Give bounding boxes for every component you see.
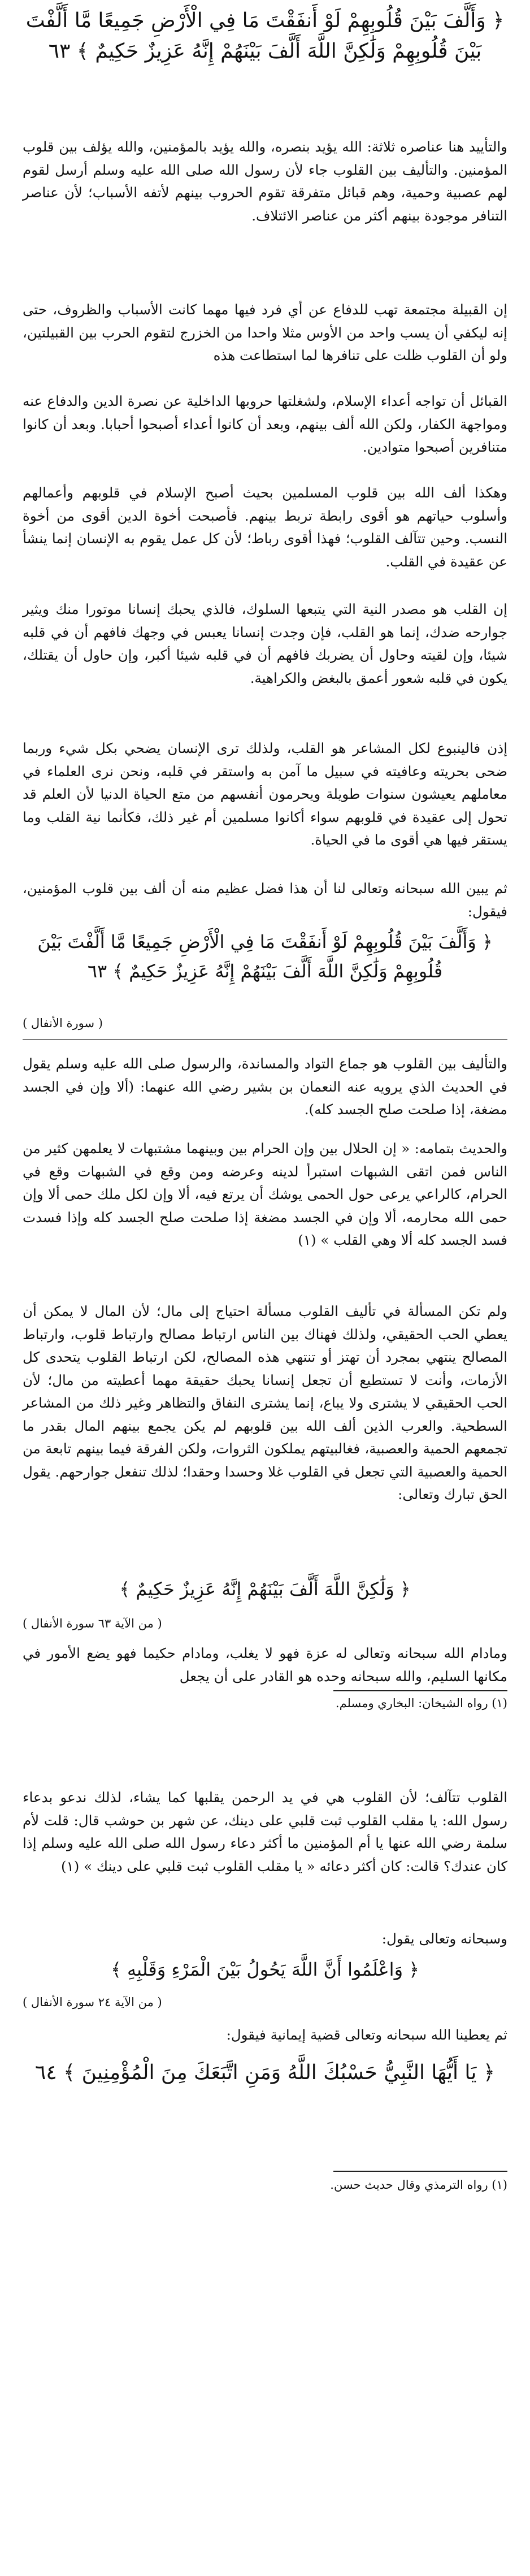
paragraph-hadith-intro: والتأليف بين القلوب هو جماع التواد والمساندة، والرسول صلى الله عليه وسلم يقول في الحديث الذي يرويه عنه النعمان بن بشير رضي الله عنهما: (ألا وإن في الجسد مضغة، إذا صلحت صلح الجسد كله). (23, 1055, 507, 1118)
paragraph-bounty: ثم يبين الله سبحانه وتعالى لنا أن هذا فضل عظيم منه أن ألف بين قلوب المؤمنين، فيقول: (23, 880, 507, 920)
footnote-1: (١) رواه الشيخان: البخاري ومسلم. (335, 1696, 507, 1710)
text-block-2 (23, 298, 507, 367)
paragraph-he-says: وسبحانه وتعالى يقول: (381, 1930, 507, 1947)
verse-block-4 (23, 1955, 507, 1984)
verse-citation-3: ( من الآية ٦٣ سورة الأنفال ) (23, 1617, 162, 1630)
paragraph-tribe: إن القبيلة مجتمعة تهب للدفاع عن أي فرد فيها مهما كانت الأسباب والظروف، حتى إنه ليكفي أن يسب واحد من الأوس مثلا واحدا من الخزرج لتقوم الحرب بين القبيلتين، ولو أن القلوب ظلت على تنافرها لما استطاعت هذه (23, 301, 507, 363)
paragraph-faith-issue: ثم يعطينا الله سبحانه وتعالى قضية إيمانية فيقول: (226, 2027, 507, 2043)
footnote-2: (١) رواه الترمذي وقال حديث حسن. (330, 2178, 507, 2192)
text-block-10 (23, 1300, 507, 1506)
text-block-14 (23, 2024, 507, 2047)
paragraph-glory-wisdom: ومادام الله سبحانه وتعالى له عزة فهو لا يغلب، ومادام حكيما فهو يضع الأمور في مكانها السليم، والله سبحانه وحده هو القادر على أن يجعل (23, 1645, 507, 1685)
quran-verse-anfal-24-part: ﴿ وَاعْلَمُوا أَنَّ اللَّهَ يَحُولُ بَيْنَ الْمَرْءِ وَقَلْبِهِ ﴾ (111, 1959, 419, 1980)
paragraph-tribes-war: القبائل أن تواجه أعداء الإسلام، ولشغلتها حروبها الداخلية عن نصرة الدين والدفاع عنه ومواجهة الكفار، ولكن الله ألف بينهم، وبعد أن كانوا أعداء أصبحوا أحبابا. وبعد أن كانوا متنافرين أصبحوا متوادين. (23, 393, 507, 455)
text-block-1 (23, 136, 507, 227)
text-block-12 (23, 1786, 507, 1878)
quran-verse-anfal-63-repeat: ﴿ وَأَلَّفَ بَيْنَ قُلُوبِهِمْ لَوْ أَنفَقْتَ مَا فِي الْأَرْضِ جَمِيعًا مَّا أَلَّفْتَ بَيْنَ قُلُوبِهِمْ وَلَٰكِنَّ اللَّهَ أَلَّفَ بَيْنَهُمْ إِنَّهُ عَزِيزٌ حَكِيمٌ ﴾ ٦٣ (37, 931, 493, 982)
paragraph-money-love: ولم تكن المسألة في تأليف القلوب مسألة احتياج إلى مال؛ لأن المال لا يمكن أن يعطي الحب الحقيقي، ولذلك فهناك بين الناس ارتباط مصالح وارتباط قلوب، وارتباط المصالح ينتهي بمجرد أن تهتز أو تنتهي هذه المصالح، لكن ارتباط القلوب يتحدى كل الأزمات، وأنت لا تستطيع أن تجعل إنسانا يحبك حقيقة مهما أعطيته من مال؛ لأن الحب الحقيقي لا يشترى ولا يباع، إنما يشترى النفاق والتظاهر وغير ذلك من المشاعر السطحية. والعرب الذين ألف الله بين قلوبهم لم يكن يجمع بينهم المال بقدر ما تجمعهم الحمية والعصبية، فغالبيتهم يملكون الثروات، ولكن الفرقة فيما بينهم تابعة من الحمية والعصبية التي تجعل في القلوب غلا وحسدا وحقدا؛ لذلك تنفعل جوارحهم. يقول الحق تبارك وتعالى: (23, 1303, 507, 1503)
text-block-7 (23, 877, 507, 923)
text-block-11 (23, 1642, 507, 1688)
paragraph-hearts-bond: وهكذا ألف الله بين قلوب المسلمين بحيث أصبح الإسلام في قلوبهم وأعمالهم وأسلوب حياتهم هو أقوى رابطة تربط بينهم. فأصبحت أخوة الدين أقوى من أخوة النسب. وحين تتآلف القلوب؛ فهذا أقوى رباط؛ لأن كل عمل يقوم به الإنسان إنما ينشأ عن عقيدة في القلب. (23, 484, 507, 570)
verse-block-3 (23, 1574, 507, 1604)
paragraph-feelings-spring: إذن فالينبوع لكل المشاعر هو القلب، ولذلك ترى الإنسان يضحي بكل شيء وربما ضحى بحريته وعافيته في سبيل ما آمن به واستقر في قلبه، ونحن نرى العلماء في معاملهم يعيشون سنوات طويلة ويحرمون أنفسهم من متع الحياة الدنيا لأن العلم قد تحول إلى عقيدة في قلوبهم سواء أكانوا مسلمين أم غير ذلك، فكأنما نية القلب وما يستقر فيها هي أقوى ما في الحياة. (23, 740, 507, 848)
paragraph-hearts-turner: القلوب تتآلف؛ لأن القلوب هي في يد الرحمن يقلبها كما يشاء، لذلك ندعو بدعاء رسول الله: يا مقلب القلوب ثبت قلبي على دينك، عن شهر بن حوشب قال: قلت لأم سلمة رضي الله عنها يا أم المؤمنين ما أكثر دعاء رسول الله صلى الله عليه وسلم إذا كان عندك؟ قالت: كان أكثر دعائه « يا مقلب القلوب ثبت قلبي على دينك » (١) (23, 1789, 507, 1874)
text-block-4 (23, 482, 507, 573)
verse-block-top (23, 6, 507, 67)
text-block-3 (23, 390, 507, 459)
text-block-5 (23, 598, 507, 690)
paragraph-hadith-full: والحديث بتمامه: « إن الحلال بين وإن الحرام بين وبينهما مشتبهات لا يعلمهن كثير من الناس فمن اتقى الشبهات استبرأ لدينه وعرضه ومن وقع في الشبهات وقع في الحرام، كالراعي يرعى حول الحمى يوشك أن يرتع فيه، ألا وإن لكل ملك حمى ألا وإن حمى الله محارمه، ألا وإن في الجسد مضغة إذا صلحت صلح الجسد كله وإذا فسدت فسد الجسد كله ألا وهي القلب » (١) (23, 1140, 507, 1248)
footnote-rule-1 (333, 1690, 507, 1691)
text-block-13 (23, 1928, 507, 1951)
paragraph-heart-intention: إن القلب هو مصدر النية التي يتبعها السلوك، فالذي يحبك إنسانا موتورا منك ويثير جوارحه ضدك، إنما هو القلب، فإن وجدت إنسانا يعبس في وجهك فافهم أن في قلبه شيئا، وإن لقيته وحاول أن يضربك فافهم أن في قلبه شيئا أكبر، وإن حاول أن يقتلك، يكون في قلبه شعور أعمق بالبغض والكراهية. (23, 601, 507, 686)
verse-citation-4: ( من الآية ٢٤ سورة الأنفال ) (23, 1995, 162, 2009)
quran-verse-anfal-63-part: ﴿ وَلَٰكِنَّ اللَّهَ أَلَّفَ بَيْنَهُمْ إِنَّهُ عَزِيزٌ حَكِيمٌ ﴾ (119, 1578, 411, 1600)
text-block-8 (23, 1053, 507, 1122)
text-block-9 (23, 1137, 507, 1252)
text-block-6 (23, 737, 507, 852)
verse-citation-2: ( سورة الأنفال ) (23, 1016, 103, 1030)
verse-block-2 (23, 927, 507, 986)
quran-verse-anfal-64: ﴿ يَا أَيُّهَا النَّبِيُّ حَسْبُكَ اللَّهُ وَمَنِ اتَّبَعَكَ مِنَ الْمُؤْمِنِينَ ﴾ ٦٤ (35, 2061, 495, 2084)
paragraph-support: والتأييد هنا عناصره ثلاثة: الله يؤيد بنصره، والله يؤيد بالمؤمنين، والله يؤلف بين قلوب المؤمنين. والتأليف بين القلوب جاء لأن رسول الله صلى الله عليه وسلم أرسل لقوم لهم عصبية وحمية، وهم قبائل متفرقة تقوم الحروب بينهم لأتفه الأسباب؛ لأن عناصر التنافر موجودة بينهم أكثر من عناصر الائتلاف. (23, 138, 507, 224)
verse-block-5 (23, 2058, 507, 2088)
quran-verse-anfal-63: ﴿ وَأَلَّفَ بَيْنَ قُلُوبِهِمْ لَوْ أَنفَقْتَ مَا فِي الْأَرْضِ جَمِيعًا مَّا أَلَّفْتَ بَيْنَ قُلُوبِهِمْ وَلَٰكِنَّ اللَّهَ أَلَّفَ بَيْنَهُمْ إِنَّهُ عَزِيزٌ حَكِيمٌ ﴾ ٦٣ (25, 9, 505, 63)
footnote-rule-2 (333, 2171, 507, 2172)
section-divider (23, 1039, 507, 1040)
